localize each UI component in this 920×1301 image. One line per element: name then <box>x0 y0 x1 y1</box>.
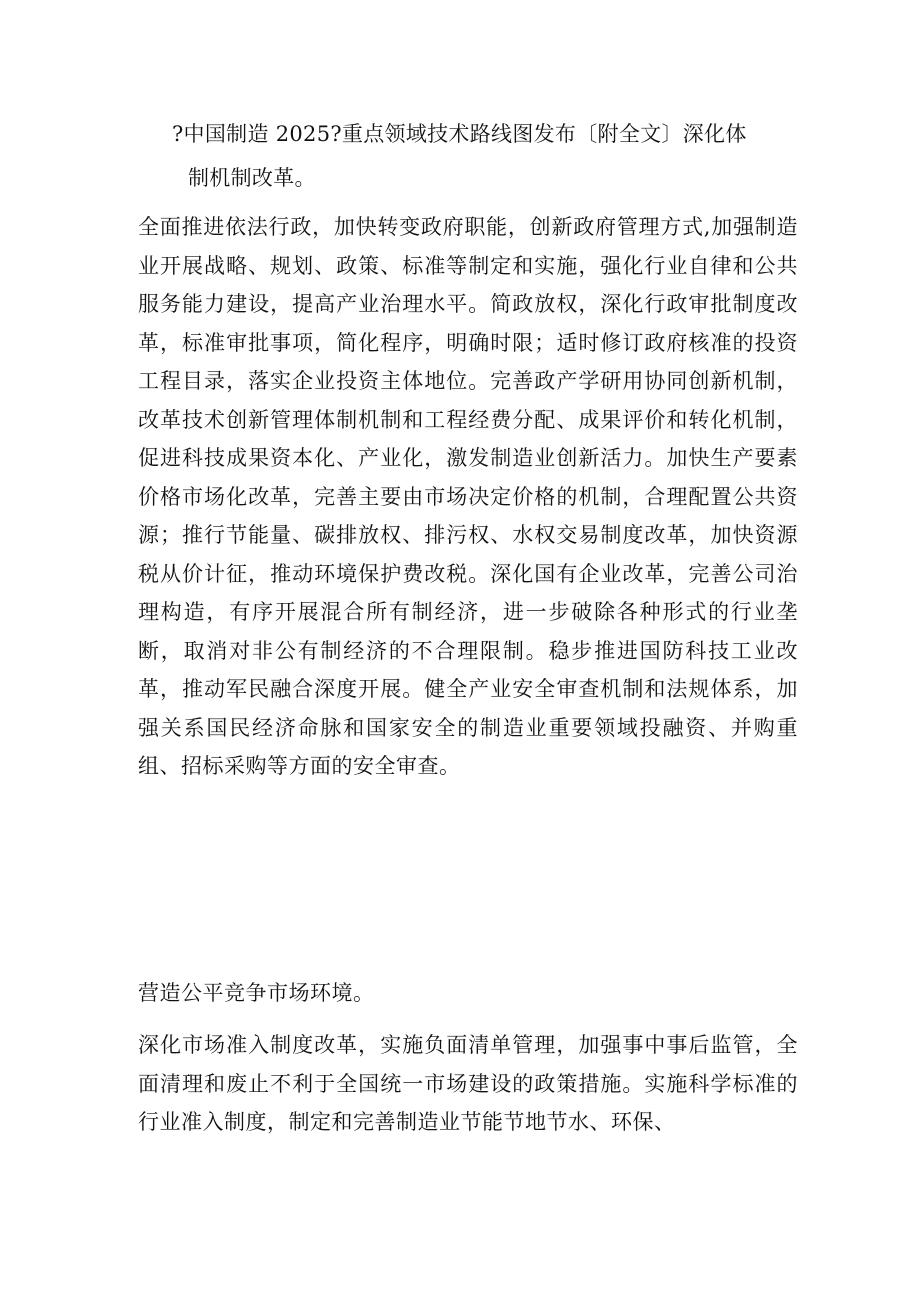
paragraph-heading-fair-competition: 营造公平竞争市场环境。 <box>138 981 375 1005</box>
title-line-1: ?中国制造 2025?重点领域技术路线图发布〔附全文〕深化体 <box>172 122 747 146</box>
title-line-2: 制机制改革。 <box>188 166 316 190</box>
document-title <box>172 112 812 200</box>
paragraph-market-access: 深化市场准入制度改革，实施负面清单管理，加强事中事后监管，全面清理和废止不利于全国统一市场建设的政策措施。实施科学标准的行业准入制度，制定和完善制造业节能节地节水、环保、 <box>138 1033 798 1134</box>
paragraph-reform: 全面推进依法行政，加快转变政府职能，创新政府管理方式,加强制造业开展战略、规划、政策、标准等制定和实施，强化行业自律和公共服务能力建设，提高产业治理水平。简政放权，深化行政审批制度改革，标准审批事项，简化程序，明确时限；适时修订政府核准的投资工程目录，落实企业投资主体地位。完善政产学研用协同创新机制，改革技术创新管理体制机制和工程经费分配、成果评价和转化机制，促进科技成果资本化、产业化，激发制造业创新活力。加快生产要素价格市场化改革，完善主要由市场决定价格的机制，合理配置公共资源；推行节能量、碳排放权、排污权、水权交易制度改革，加快资源税从价计征，推动环境保护费改税。深化国有企业改革，完善公司治理构造，有序开展混合所有制经济，进一步破除各种形式的行业垄断，取消对非公有制经济的不合理限制。稳步推进国防科技工业改革，推动军民融合深度开展。健全产业安全审查机制和法规体系，加强关系国民经济命脉和国家安全的制造业重要领域投融资、并购重组、招标采购等方面的安全审查。 <box>138 215 798 778</box>
